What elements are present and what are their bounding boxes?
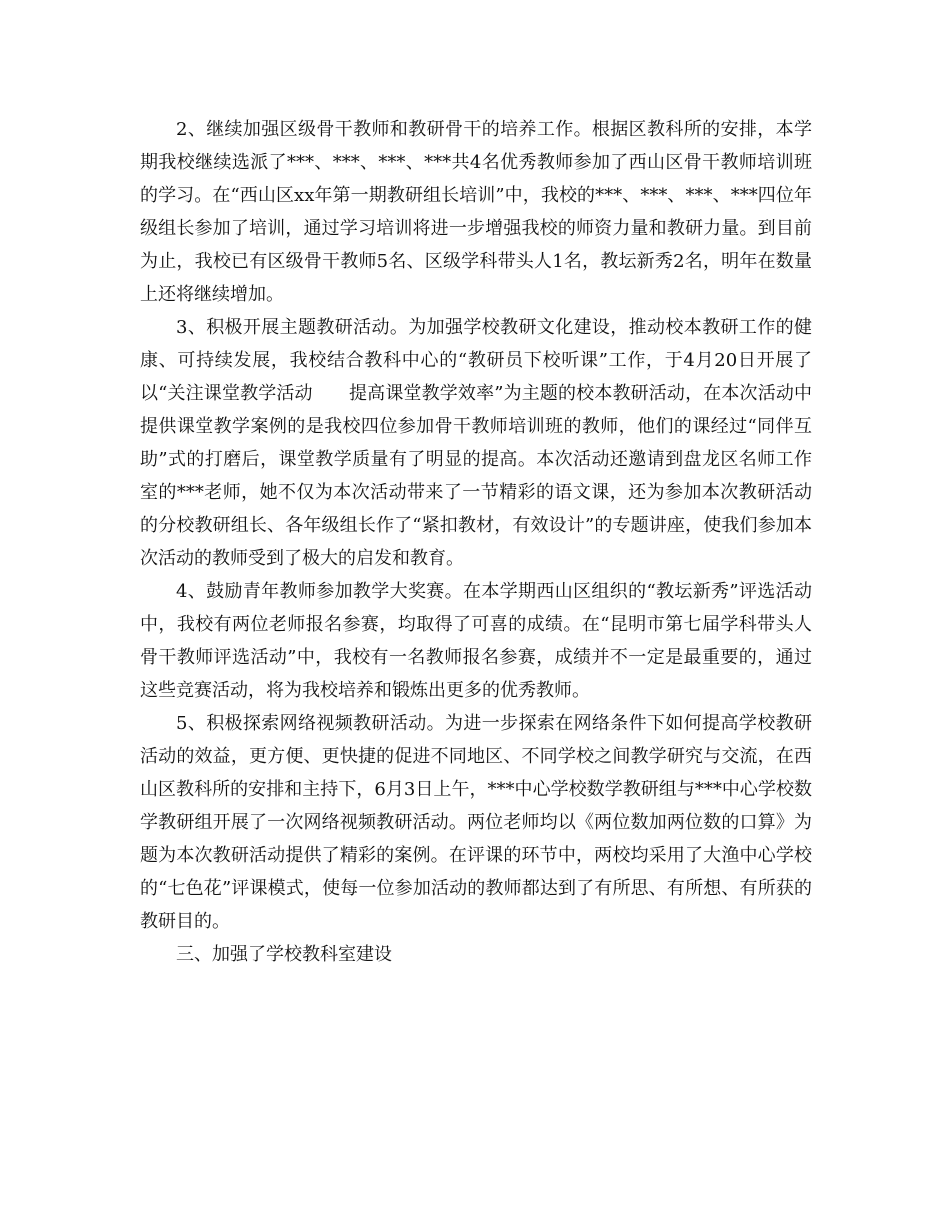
paragraph-video-research: 5、积极探索网络视频教研活动。为进一步探索在网络条件下如何提高学校教研活动的效益，更方便、更快捷的促进不同地区、不同学校之间教学研究与交流，在西山区教科所的安排和主持下，6月3日上午，***中心学校数学教研组与***中心学校数学教研组开展了一次网络视频教研活动。两位老师均以《两位数加两位数的口算》为题为本次教研活动提供了精彩的案例。在评课的环节中，两校均采用了大渔中心学校的“七色花”评课模式，使每一位参加活动的教师都达到了有所思、有所想、有所获的教研目的。 (140, 713, 812, 932)
paragraph-theme-research: 3、积极开展主题教研活动。为加强学校教研文化建设，推动校本教研工作的健康、可持续发展，我校结合教科中心的“教研员下校听课”工作，于4月20日开展了以“关注课堂教学活动 提高课堂教学效率”为主题的校本教研活动，在本次活动中提供课堂教学案例的是我校四位参加骨干教师培训班的教师，他们的课经过“同伴互助”式的打磨后，课堂教学质量有了明显的提高。本次活动还邀请到盘龙区名师工作室的***老师，她不仅为本次活动带来了一节精彩的语文课，还为参加本次教研活动的分校教研组长、各年级组长作了“紧扣教材，有效设计”的专题讲座，使我们参加本次活动的教师受到了极大的启发和教育。 (140, 317, 812, 569)
paragraph-young-teachers-contest: 4、鼓励青年教师参加教学大奖赛。在本学期西山区组织的“教坛新秀”评选活动中，我校有两位老师报名参赛，均取得了可喜的成绩。在“昆明市第七届学科带头人骨干教师评选活动”中，我校有一名教师报名参赛，成绩并不一定是最重要的，通过这些竞赛活动，将为我校培养和锻炼出更多的优秀教师。 (140, 581, 812, 701)
section-heading-research-office: 三、加强了学校教科室建设 (176, 944, 392, 965)
document-body (140, 113, 812, 971)
paragraph-backbone-teachers: 2、继续加强区级骨干教师和教研骨干的培养工作。根据区教科所的安排，本学期我校继续选派了***、***、***、***共4名优秀教师参加了西山区骨干教师培训班的学习。在“西山区xx年第一期教研组长培训”中，我校的***、***、***、***四位年级组长参加了培训，通过学习培训将进一步增强我校的师资力量和教研力量。到目前为止，我校已有区级骨干教师5名、区级学科带头人1名，教坛新秀2名，明年在数量上还将继续增加。 (140, 119, 812, 305)
